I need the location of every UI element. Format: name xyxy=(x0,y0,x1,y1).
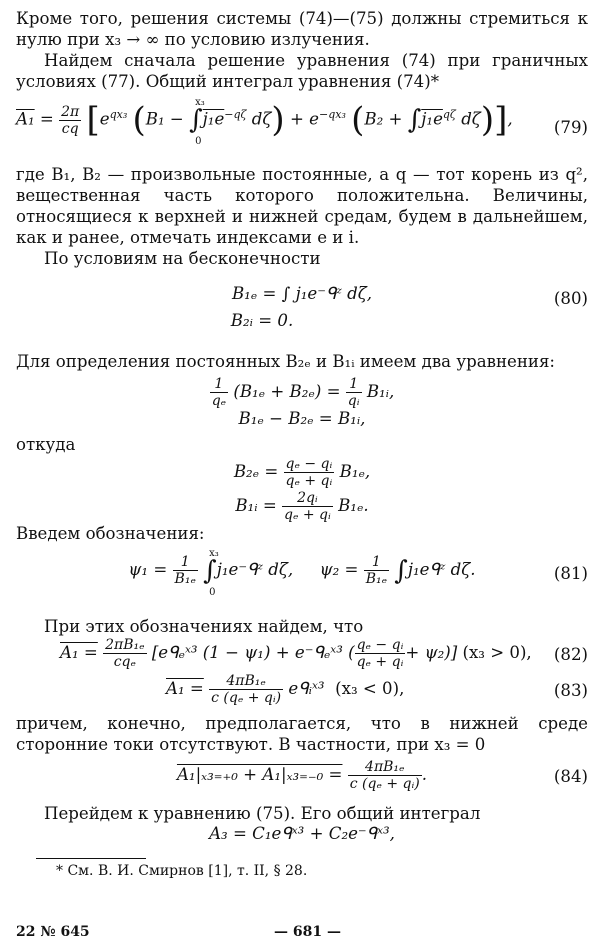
paragraph-7: Введем обозначения: xyxy=(16,524,205,543)
paragraph-6: откуда xyxy=(16,435,76,454)
integral-icon: ∫ xyxy=(394,555,408,586)
eq79-number: (79) xyxy=(553,118,588,137)
eq79-eq: = xyxy=(39,109,54,129)
eq79-int1: j₁e xyxy=(202,109,225,129)
page-footer xyxy=(16,924,588,940)
sys1-line1: $\frac{1}{\text{qₑ}}$ (B₁ₑ + B₂ₑ) = $\frac{1}{\text{qᵢ}}$ B₁ᵢ, xyxy=(211,376,395,409)
eq79-e2exp: −qx₃ xyxy=(318,107,346,121)
eq79-e1: e xyxy=(99,109,110,129)
equation-81: ψ₁ = $\frac{1}{\text{B₁ₑ}}$ ∫ x₃ 0 j₁e⁻ᑫᶻ dζ, ψ₂ = $\frac{1}{\text{B₁ₑ}}$ ∫j₁eᑫᶻ dζ. (81) xyxy=(128,547,588,598)
eq80-line1: B₁ₑ = ∫ j₁e⁻ᑫᶻ dζ, xyxy=(231,284,373,303)
paragraph-2: Найдем сначала решение уравнения (74) при граничных условиях (77). Общий интеграл уравнения (74)* xyxy=(16,51,588,91)
equation-85: A₃ = C₁eᑫˣ³ + C₂e⁻ᑫˣ³, xyxy=(209,824,395,843)
eq79-coef: $\frac{2\pi}{cq}$ xyxy=(61,103,80,137)
eq79-b2: B₂ + xyxy=(364,109,403,129)
page-number: — 681 — xyxy=(274,924,341,940)
eq80-line2: B₂ᵢ = 0. xyxy=(230,311,294,330)
integral-icon: ∫ xyxy=(407,105,422,135)
paragraph-8: При этих обозначениях найдем, что xyxy=(44,617,364,636)
eq79-e2: e xyxy=(309,109,319,129)
equation-84: A₁|ₓ₃₌₊₀ + A₁|ₓ₃₌₋₀ = $\frac{\text{4πB₁ₑ}}{\text{c (qₑ + qᵢ)}}$ . (84) xyxy=(176,759,588,792)
signature-mark: 22 № 645 xyxy=(16,924,90,940)
system-1 xyxy=(16,372,588,434)
eq79-paren1: ( xyxy=(132,100,146,140)
equation-80 xyxy=(16,269,588,351)
equation-79: A₁ = $\frac{2\pi}{cq}$ [$e^{qx_3}$ (B₁ − ∫ x₃ 0 $j_1e^{-q\zeta}$ $d\zeta) + e^{-qx_3}$ ($B_2 + \int j_1e^{q\zeta}$ dζ)], (79) xyxy=(16,97,588,147)
footnote-rule xyxy=(36,858,146,859)
sys2-line1: B₂ₑ = $\frac{\text{qₑ − qᵢ}}{\text{qₑ + qᵢ}}$ B₁ₑ, xyxy=(233,456,371,489)
integral-icon: ∫ x₃ 0 xyxy=(203,547,219,598)
eq83-number: (83) xyxy=(553,681,588,700)
eq79-lhs: A₁ xyxy=(16,109,35,129)
eq79-paren2: ( xyxy=(351,100,365,140)
eq79-int2exp: qζ xyxy=(442,107,456,121)
footnote: * См. В. И. Смирнов [1], т. II, § 28. xyxy=(56,863,308,879)
paragraph-9: причем, конечно, предполагается, что в нижней среде сторонние токи отсутствуют. В частности, при x₃ = 0 xyxy=(16,714,588,754)
eq79-int2: j₁e xyxy=(421,109,443,129)
eq84-number: (84) xyxy=(553,767,588,786)
paragraph-10: Перейдем к уравнению (75). Его общий интеграл xyxy=(44,804,481,823)
eq79-b1: B₁ − xyxy=(145,109,184,129)
paragraph-3: где B₁, B₂ — произвольные постоянные, а q — тот корень из q², вещественная часть которого положительна. Величины, относящиеся к верхней и нижней средам, будем в дальнейшем, как и ранее, отмечать индексами e и i. xyxy=(16,165,588,247)
eq79-dz: dζ xyxy=(251,109,272,129)
eq82-number: (82) xyxy=(553,645,588,664)
equation-83: A₁ = $\frac{\text{4πB₁ₑ}}{\text{c (qₑ + qᵢ)}}$ eᑫᵢˣ³ (x₃ < 0), (83) xyxy=(166,673,588,706)
eq79-bracket-open: [ xyxy=(86,100,100,140)
paragraph-1: Кроме того, решения системы (74)—(75) должны стремиться к нулю при x₃ → ∞ по условию излучения. xyxy=(16,9,588,49)
eq81-number: (81) xyxy=(553,564,588,583)
eq79-close: )] xyxy=(480,100,508,140)
page-body xyxy=(16,8,588,879)
integral-icon: ∫ x₃ 0 xyxy=(189,97,205,147)
paragraph-4: По условиям на бесконечности xyxy=(44,249,321,268)
eq79-plus: + xyxy=(289,109,304,129)
paragraph-5: Для определения постоянных B₂ₑ и B₁ᵢ имеем два уравнения: xyxy=(16,352,556,371)
sys2-line2: B₁ᵢ = $\frac{\text{2qᵢ}}{\text{qₑ + qᵢ}}$ B₁ₑ. xyxy=(235,490,369,523)
eq80-number: (80) xyxy=(553,289,588,308)
eq79-int1exp: −qζ xyxy=(224,107,247,121)
eq79-dz2: dζ xyxy=(461,109,481,129)
eq79-e1exp: qx₃ xyxy=(109,107,128,121)
sys1-line2: B₁ₑ − B₂ₑ = B₁ᵢ, xyxy=(238,409,366,428)
equation-82: A₁ = $\frac{\text{2πB₁ₑ}}{\text{cqₑ}}$ [eᑫₑˣ³ (1 − ψ₁) + e⁻ᑫₑˣ³ ( $\frac{\text{qₑ − qᵢ}}{\text{qₑ + qᵢ}}$ + ψ₂)] (x₃ > 0), (82) xyxy=(60,637,588,670)
system-2 xyxy=(16,455,588,523)
eq79-paren1c: ) xyxy=(271,100,285,140)
